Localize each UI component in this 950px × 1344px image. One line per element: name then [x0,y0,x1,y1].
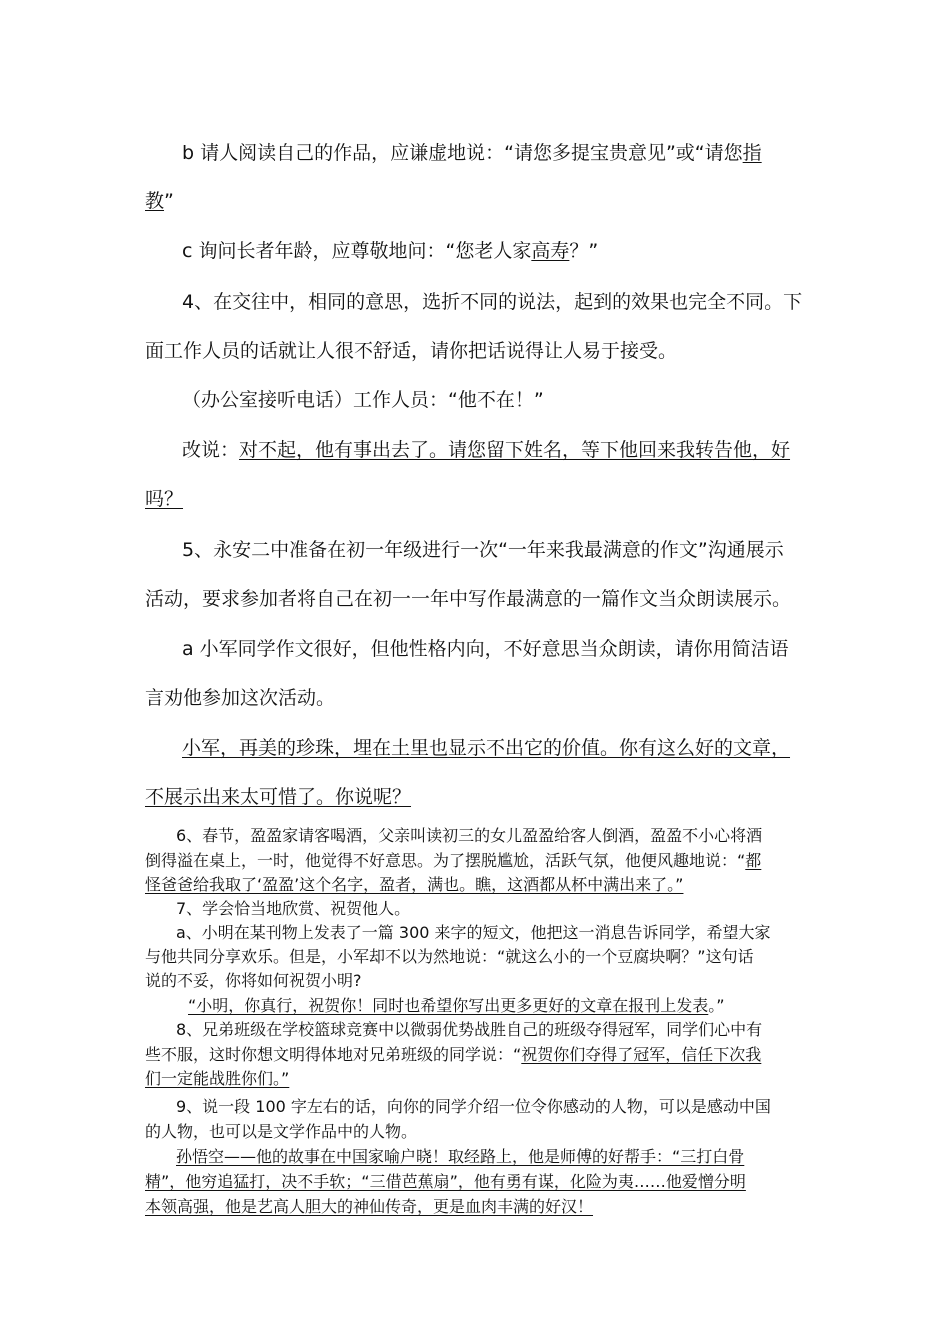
q4-line1: 4、在交往中，相同的意思，选折不同的说法，起到的效果也完全不同。下 [182,291,803,313]
q5-line1: 5、永安二中准备在初一年级进行一次“一年来我最满意的作文”沟通展示 [182,539,784,561]
q9-line2: 的人物，也可以是文学作品中的人物。 [145,1122,418,1141]
q9-answer-line1: 孙悟空——他的故事在中国家喻户晓！取经路上，他是师傅的好帮手：“三打白骨 [176,1147,745,1166]
q4-answer-line1 [182,437,790,463]
b-item-line2 [145,188,174,214]
q6-line2-prefix: 倒得溢在桌上，一时，他觉得不好意思。为了摆脱尴尬，活跃气氛，他便风趣地说：“ [145,851,746,870]
q5-line2: 活动，要求参加者将自己在初一一年中写作最满意的一篇作文当众朗读展示。 [145,588,792,610]
q4-answer-line2: 吗？ [145,488,184,510]
q7-a-line2: 与他共同分享欢乐。但是，小军却不以为然地说：“就这么小的一个豆腐块啊？”这句话 [145,947,754,966]
b-item-line1 [182,140,762,166]
q8-line1: 8、兄弟班级在学校篮球竞赛中以微弱优势战胜自己的班级夺得冠军，同学们心中有 [176,1020,763,1039]
q7-a-line1: a、小明在某刊物上发表了一篇 300 来字的短文，他把这一消息告诉同学，希望大家 [176,923,771,942]
b-item-suffix: ” [164,190,174,212]
q4-answer-text1: 对不起，他有事出去了。请您留下姓名，等下他回来我转告他，好 [239,439,791,461]
c-item-suffix: ？” [569,240,599,262]
q4-line2: 面工作人员的话就让人很不舒适，请你把话说得让人易于接受。 [145,340,678,362]
q9-line1: 9、说一段 100 字左右的话，向你的同学介绍一位令你感动的人物，可以是感动中国 [176,1097,771,1116]
q6-line1: 6、春节，盈盈家请客喝酒，父亲叫读初三的女儿盈盈给客人倒酒，盈盈不小心将酒 [176,826,763,845]
q9-answer-line2: 精”，他穷追猛打，决不手软；“三借芭蕉扇”，他有勇有谋，化险为夷……他爱憎分明 [145,1172,746,1191]
q6-answer-line: 怪爸爸给我取了‘盈盈’这个名字，盈者，满也。瞧，这酒都从杯中满出来了。” [145,875,684,894]
q8-line2 [145,1044,761,1066]
c-item-line [182,238,598,264]
q9-answer-line3: 本领高强，他是艺高人胆大的神仙传奇，更是血肉丰满的好汉！ [145,1197,594,1216]
q4-scene: （办公室接听电话）工作人员：“他不在！” [182,389,544,411]
b-item-answer-part2: 教 [145,190,165,212]
q7-a-line3: 说的不妥，你将如何祝贺小明? [145,971,362,990]
q8-answer-start: 祝贺你们夺得了冠军，信任下次我 [521,1045,762,1064]
c-item-answer: 高寿 [531,240,570,262]
q5-answer-line2: 不展示出来太可惜了。你说呢？ [145,786,412,808]
q5-answer-line1: 小军，再美的珍珠，埋在土里也显示不出它的价值。你有这么好的文章， [182,737,791,759]
b-item-prefix: b 请人阅读自己的作品，应谦虚地说：“请您多提宝贵意见”或“请您 [182,142,743,164]
q8-line2-prefix: 些不服，这时你想文明得体地对兄弟班级的同学说：“ [145,1045,522,1064]
q6-line2 [145,850,761,872]
q5-a-line1: a 小军同学作文很好，但他性格内向，不好意思当众朗读，请你用简洁语 [182,638,789,660]
q7-answer-line [188,995,725,1017]
b-item-answer-part1: 指 [742,142,762,164]
q5-a-line2: 言劝他参加这次活动。 [145,687,336,709]
q7-answer: “小明，你真行，祝贺你！同时也希望你写出更多更好的文章在报刊上发表 [188,996,709,1015]
q8-answer-line: 们一定能战胜你们。” [145,1069,290,1088]
q7-answer-suffix: 。” [708,996,725,1015]
q7-line1: 7、学会恰当地欣赏、祝贺他人。 [176,899,411,918]
c-item-prefix: c 询问长者年龄，应尊敬地问：“您老人家 [182,240,532,262]
q4-answer-label: 改说： [182,439,240,461]
q6-answer-start: 都 [745,851,762,870]
